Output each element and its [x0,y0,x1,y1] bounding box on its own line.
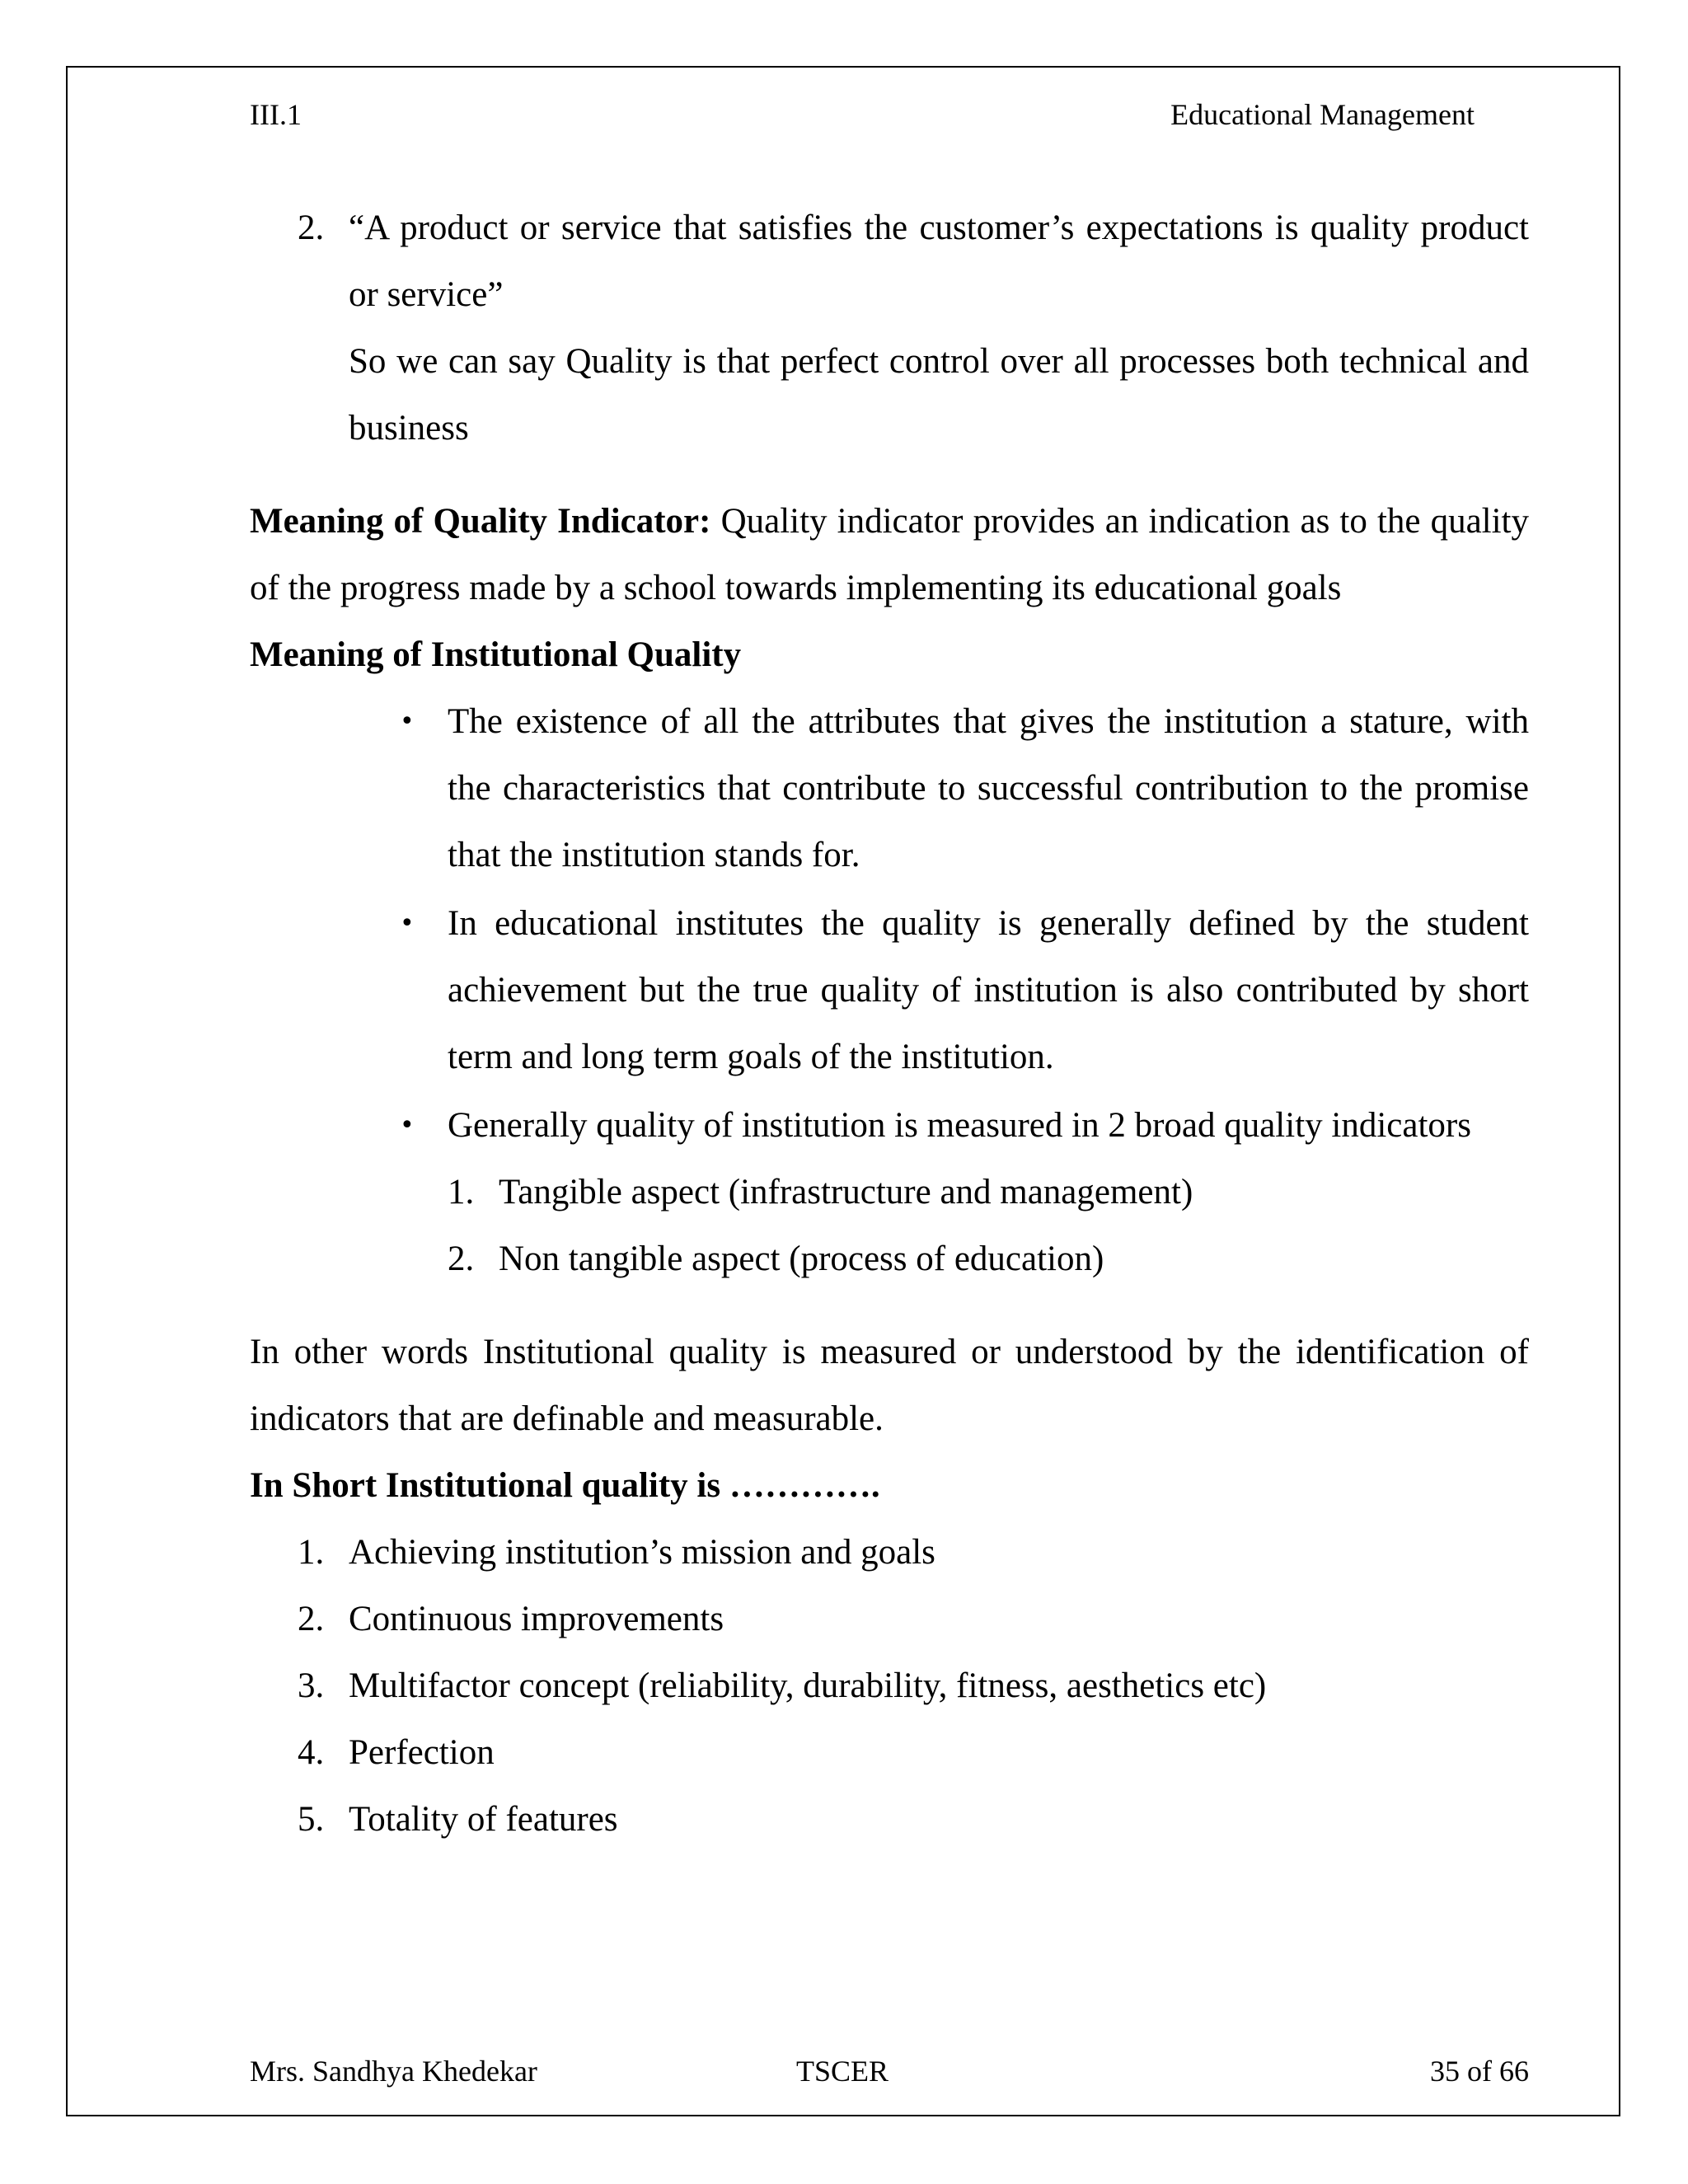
summary-item [250,1519,1529,1586]
bullet-icon: • [400,1111,415,1140]
summary-item [250,1719,1529,1786]
bullet-icon: • [400,707,415,736]
bullet-text: Generally quality of institution is measured in 2 broad quality indicators [448,1106,1471,1145]
footer-author: Mrs. Sandhya Khedekar [250,2055,537,2088]
header-section-number: III.1 [250,98,302,131]
list-number: 1. [448,1173,475,1212]
short-summary-heading: In Short Institutional quality is …………. [250,1466,880,1505]
summary-item [250,1586,1529,1652]
list-item-text: Totality of features [349,1800,618,1839]
indicator-item [250,1226,1529,1292]
indicator-item [250,1159,1529,1226]
footer-page-number: 35 of 66 [1430,2055,1529,2088]
list-item-text: “A product or service that satisfies the customer’s expectations is quality product or service” [349,209,1529,314]
list-number: 4. [298,1733,325,1772]
page-body [250,194,1529,1853]
header-subject-title: Educational Management [1170,98,1475,131]
list-number: 2. [298,1600,325,1638]
institutional-quality-heading: Meaning of Institutional Quality [250,635,742,674]
bullet-text: In educational institutes the quality is generally defined by the student achievement but the true quality of institution is also contributed by short term and long term goals of the institution. [448,904,1529,1076]
bullet-icon: • [400,909,415,938]
list-item-text: Achieving institution’s mission and goals [349,1533,935,1572]
list-number: 5. [298,1800,325,1839]
footer-institution: TSCER [796,2055,889,2088]
list-number: 1. [298,1533,325,1572]
list-item-text: Non tangible aspect (process of education) [499,1240,1104,1278]
list-item-text: Perfection [349,1733,495,1772]
other-words-paragraph: In other words Institutional quality is measured or understood by the identification of indicators that are definable and measurable. [250,1333,1529,1438]
list-number: 2. [298,209,325,247]
list-item-text: Continuous improvements [349,1600,724,1638]
quality-indicator-heading: Meaning of Quality Indicator: [250,502,711,541]
summary-item [250,1652,1529,1719]
summary-item [250,1786,1529,1853]
quality-definition-item [250,194,1529,328]
quality-definition-note: So we can say Quality is that perfect control over all processes both technical and business [349,342,1529,448]
bullet-text: The existence of all the attributes that gives the institution a stature, with the characteristics that contribute to successful contribution to the promise that the institution stands for. [448,702,1529,874]
list-item-text: Multifactor concept (reliability, durability, fitness, aesthetics etc) [349,1666,1267,1705]
bullet-item [250,1092,1529,1159]
list-item-text: Tangible aspect (infrastructure and management) [499,1173,1193,1212]
bullet-item [250,688,1529,888]
list-number: 3. [298,1666,325,1705]
bullet-item [250,890,1529,1090]
quality-indicator-text: Quality indicator provides an indication as to the quality of the progress made by a school towards implementing its educational goals [250,502,1529,607]
list-number: 2. [448,1240,475,1278]
quality-indicator-paragraph [250,488,1529,621]
